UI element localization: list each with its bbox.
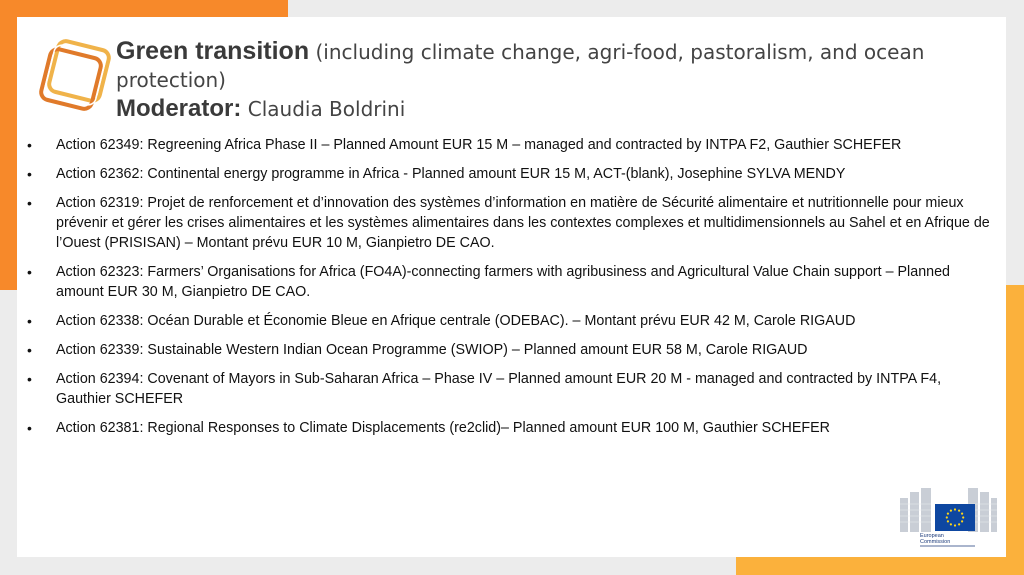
action-text: Action 62319: Projet de renforcement et d’innovation des systèmes d’information en matière de Sécurité alimentaire et nutritionnelle pour mieux prévenir et gérer les crises alimentaires et les systèmes alimentaires dans les contextes complexes et multidimensionnels au Sahel et en Afrique de l’Ouest (PRISISAN) – Montant prévu EUR 10 M, Gianpietro DE CAO. bbox=[56, 195, 990, 251]
title-bold: Green transition bbox=[116, 37, 310, 65]
action-text: Action 62338: Océan Durable et Économie Bleue en Afrique centrale (ODEBAC). – Montant prévu EUR 42 M, Carole RIGAUD bbox=[56, 313, 856, 329]
logo-caption-line2: Commission bbox=[920, 539, 951, 545]
list-item bbox=[25, 164, 995, 184]
action-text: Action 62339: Sustainable Western Indian Ocean Programme (SWIOP) – Planned amount EUR 58 M, Carole RIGAUD bbox=[56, 342, 808, 358]
action-text: Action 62381: Regional Responses to Climate Displacements (re2clid)– Planned amount EUR 100 M, Gauthier SCHEFER bbox=[56, 420, 830, 436]
list-item bbox=[25, 262, 995, 302]
bullet-icon: • bbox=[27, 166, 32, 182]
slide-title bbox=[116, 38, 986, 94]
bullet-icon: • bbox=[27, 420, 32, 436]
action-text: Action 62362: Continental energy programme in Africa - Planned amount EUR 15 M, ACT-(blank), Josephine SYLVA MENDY bbox=[56, 166, 846, 182]
list-item bbox=[25, 135, 995, 155]
bullet-icon: • bbox=[27, 342, 32, 358]
moderator-label: Moderator: bbox=[116, 95, 242, 122]
bullet-icon: • bbox=[27, 195, 32, 211]
list-item bbox=[25, 418, 995, 438]
moderator-line bbox=[116, 94, 986, 123]
logo-caption-line1: European bbox=[920, 533, 944, 539]
moderator-name: Claudia Boldrini bbox=[247, 97, 406, 121]
list-item bbox=[25, 369, 995, 409]
bullet-icon: • bbox=[27, 371, 32, 387]
actions-list bbox=[25, 135, 995, 447]
list-item bbox=[25, 311, 995, 331]
list-item bbox=[25, 340, 995, 360]
title-subtitle: (including climate change, agri-food, pastoralism, and ocean protection) bbox=[116, 40, 925, 92]
bullet-icon: • bbox=[27, 137, 32, 153]
action-text: Action 62349: Regreening Africa Phase II – Planned Amount EUR 15 M – managed and contracted by INTPA F2, Gauthier SCHEFER bbox=[56, 137, 902, 153]
rounded-squares-icon bbox=[33, 37, 113, 117]
logo-caption bbox=[920, 533, 950, 545]
slide-header bbox=[116, 38, 986, 123]
action-text: Action 62323: Farmers’ Organisations for Africa (FO4A)-connecting farmers with agribusiness and Agricultural Value Chain support – Planned amount EUR 30 M, Gianpietro DE CAO. bbox=[56, 264, 950, 300]
bullet-icon: • bbox=[27, 313, 32, 329]
slide-panel bbox=[17, 17, 1006, 557]
list-item bbox=[25, 193, 995, 253]
bullet-icon: • bbox=[27, 264, 32, 280]
action-text: Action 62394: Covenant of Mayors in Sub-Saharan Africa – Phase IV – Planned amount EUR 20 M - managed and contracted by INTPA F4, Gauthier SCHEFER bbox=[56, 371, 942, 407]
